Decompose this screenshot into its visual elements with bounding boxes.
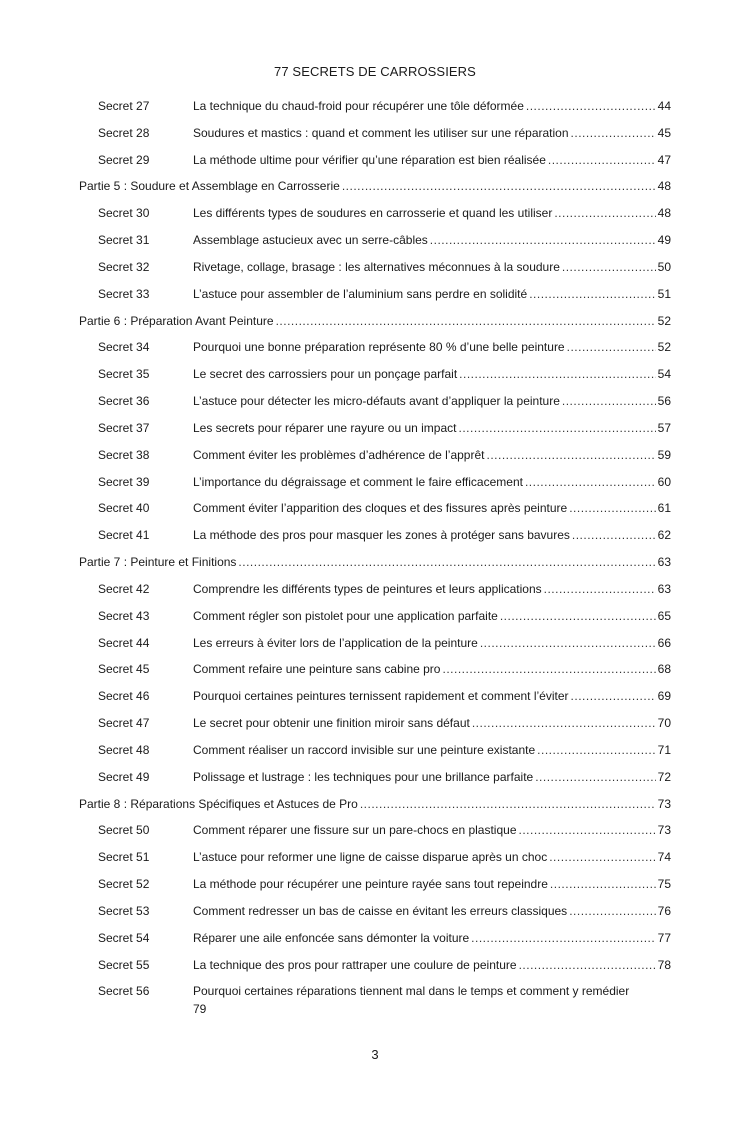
dot-leader <box>529 285 655 303</box>
toc-entry-title: Comment éviter les problèmes d’adhérence de l’apprêt <box>193 447 485 462</box>
toc-entry-label: Secret 55 <box>98 957 150 972</box>
toc-page-number: 61 <box>657 501 671 516</box>
toc-entry-label: Secret 53 <box>98 903 150 918</box>
toc-entry-row[interactable] <box>79 392 671 419</box>
dot-leader <box>238 553 655 571</box>
dot-leader <box>535 768 655 786</box>
toc-entry-row[interactable] <box>79 875 671 902</box>
toc-page-number: 51 <box>657 286 671 301</box>
dot-leader <box>571 687 656 705</box>
dot-leader <box>458 419 655 437</box>
toc-entry-title: Pourquoi une bonne préparation représente 80 % d’une belle peinture <box>193 340 565 355</box>
toc-entry-label: Secret 33 <box>98 286 150 301</box>
toc-entry-title: L’importance du dégraissage et comment le faire efficacement <box>193 474 523 489</box>
toc-entry-label: Secret 56 <box>98 984 150 999</box>
dot-leader <box>525 473 656 491</box>
dot-leader <box>569 499 655 517</box>
toc-entry-title: Le secret pour obtenir une finition miroir sans défaut <box>193 716 470 731</box>
dot-leader <box>519 821 656 839</box>
toc-entry-label: Secret 54 <box>98 930 150 945</box>
toc-entry-label: Secret 31 <box>98 233 150 248</box>
toc-entry-row[interactable] <box>79 419 671 446</box>
toc-entry-row[interactable] <box>79 768 671 795</box>
toc-page-number: 78 <box>657 957 671 972</box>
toc-page-number: 70 <box>657 716 671 731</box>
toc-page-number: 75 <box>657 877 671 892</box>
toc-page-number: 45 <box>657 125 671 140</box>
toc-page-number: 74 <box>657 850 671 865</box>
toc-entry-title: Pourquoi certaines peintures ternissent rapidement et comment l’éviter <box>193 689 569 704</box>
dot-leader <box>342 177 656 195</box>
toc-entry-row[interactable] <box>79 982 671 1022</box>
dot-leader <box>549 848 655 866</box>
dot-leader <box>554 204 655 222</box>
toc-entry-label: Secret 50 <box>98 823 150 838</box>
dot-leader <box>430 231 656 249</box>
toc-entry-title: Réparer une aile enfoncée sans démonter la voiture <box>193 930 470 945</box>
toc-page-number: 73 <box>657 796 671 811</box>
dot-leader <box>471 929 655 947</box>
toc-entry-row[interactable] <box>79 687 671 714</box>
toc-entry-row[interactable] <box>79 338 671 365</box>
toc-entry-label: Secret 49 <box>98 769 150 784</box>
toc-entry-row[interactable] <box>79 741 671 768</box>
toc-entry-label: Secret 46 <box>98 689 150 704</box>
toc-page-number: 57 <box>657 420 671 435</box>
toc-section-row[interactable] <box>79 795 671 822</box>
toc-entry-label: Secret 32 <box>98 259 150 274</box>
dot-leader <box>548 151 656 169</box>
toc-page-number: 77 <box>657 930 671 945</box>
dot-leader <box>562 392 656 410</box>
toc-entry-row[interactable] <box>79 204 671 231</box>
toc-entry-title: La méthode des pros pour masquer les zones à protéger sans bavures <box>193 528 570 543</box>
toc-page-number: 68 <box>657 662 671 677</box>
toc-entry-label: Secret 41 <box>98 528 150 543</box>
toc-page-number: 48 <box>657 179 671 194</box>
toc-section-row[interactable] <box>79 312 671 339</box>
toc-entry-row[interactable] <box>79 285 671 312</box>
toc-page-number: 52 <box>657 340 671 355</box>
toc-page-number: 66 <box>657 635 671 650</box>
toc-entry-label: Secret 37 <box>98 420 150 435</box>
toc-page-number: 73 <box>657 823 671 838</box>
dot-leader <box>360 795 656 813</box>
toc-entry-row[interactable] <box>79 258 671 285</box>
toc-page-number: 49 <box>657 233 671 248</box>
toc-entry-label: Secret 39 <box>98 474 150 489</box>
toc-entry-title: La méthode pour récupérer une peinture rayée sans tout repeindre <box>193 877 548 892</box>
toc-entry-label: Secret 45 <box>98 662 150 677</box>
dot-leader <box>480 634 656 652</box>
toc-entry-row[interactable] <box>79 446 671 473</box>
toc-entry-label: Secret 44 <box>98 635 150 650</box>
toc-entry-title: La technique des pros pour rattraper une coulure de peinture <box>193 957 517 972</box>
toc-entry-title: La technique du chaud-froid pour récupérer une tôle déformée <box>193 99 524 113</box>
toc-entry-title: Comment réparer une fissure sur un pare-chocs en plastique <box>193 823 517 838</box>
toc-section-row[interactable] <box>79 177 671 204</box>
dot-leader <box>472 714 656 732</box>
toc-section-row[interactable] <box>79 553 671 580</box>
toc-entry-label: Secret 27 <box>98 99 150 113</box>
toc-entry-label: Secret 36 <box>98 394 150 409</box>
toc-entry-row[interactable] <box>79 714 671 741</box>
dot-leader <box>567 338 656 356</box>
toc-page-number: 44 <box>657 99 671 113</box>
toc-entry-label: Secret 48 <box>98 742 150 757</box>
toc-entry-title: Soudures et mastics : quand et comment les utiliser sur une réparation <box>193 125 569 140</box>
dot-leader <box>487 446 656 464</box>
toc-entry-row[interactable] <box>79 634 671 661</box>
dot-leader <box>572 526 656 544</box>
dot-leader <box>276 312 656 330</box>
toc-entry-label: Secret 47 <box>98 716 150 731</box>
dot-leader <box>459 365 655 383</box>
toc-page-number: 65 <box>657 608 671 623</box>
toc-page-number: 56 <box>657 394 671 409</box>
toc-entry-title: Polissage et lustrage : les techniques pour une brillance parfaite <box>193 769 534 784</box>
toc-page-number: 63 <box>657 581 671 596</box>
toc-entry-row[interactable] <box>79 607 671 634</box>
toc-entry-title: Comment refaire une peinture sans cabine pro <box>193 662 441 677</box>
toc-section-title: Partie 8 : Réparations Spécifiques et Astuces de Pro <box>79 796 358 811</box>
dot-leader <box>571 124 656 142</box>
toc-entry-label: Secret 40 <box>98 501 150 516</box>
toc-entry-title: Comment éviter l’apparition des cloques et des fissures après peinture <box>193 501 568 516</box>
toc-entry-title: Comment redresser un bas de caisse en évitant les erreurs classiques <box>193 903 568 918</box>
toc-page-number: 47 <box>657 152 671 167</box>
toc-entry-row[interactable] <box>79 365 671 392</box>
toc-entry-label: Secret 51 <box>98 850 150 865</box>
dot-leader <box>500 607 656 625</box>
toc-page-number: 79 <box>193 1002 207 1017</box>
toc-entry-title: Comprendre les différents types de peintures et leurs applications <box>193 581 542 596</box>
toc-entry-row[interactable] <box>79 499 671 526</box>
toc-page-number: 62 <box>657 528 671 543</box>
toc-entry-row[interactable] <box>79 231 671 258</box>
toc-section-title: Partie 7 : Peinture et Finitions <box>79 555 237 570</box>
toc-entry-row[interactable] <box>79 97 671 124</box>
toc-page-number: 72 <box>657 769 671 784</box>
toc-entry-label: Secret 34 <box>98 340 150 355</box>
toc-entry-title: L’astuce pour assembler de l’aluminium sans perdre en solidité <box>193 286 528 301</box>
toc-entry-row[interactable] <box>79 526 671 553</box>
dot-leader <box>537 741 655 759</box>
toc-entry-row[interactable] <box>79 660 671 687</box>
toc-entry-row[interactable] <box>79 124 671 151</box>
toc-entry-label: Secret 52 <box>98 877 150 892</box>
toc-entry-label: Secret 42 <box>98 581 150 596</box>
toc-entry-label: Secret 38 <box>98 447 150 462</box>
toc-section-title: Partie 5 : Soudure et Assemblage en Carrosserie <box>79 179 340 194</box>
toc-entry-title: Rivetage, collage, brasage : les alternatives méconnues à la soudure <box>193 259 560 274</box>
toc-page-number: 71 <box>657 742 671 757</box>
toc-entry-title: La méthode ultime pour vérifier qu’une réparation est bien réalisée <box>193 152 546 167</box>
toc-entry-title: L’astuce pour détecter les micro-défauts avant d’appliquer la peinture <box>193 394 560 409</box>
dot-leader <box>569 902 655 920</box>
toc-entry-title: Assemblage astucieux avec un serre-câbles <box>193 233 428 248</box>
toc-page-number: 69 <box>657 689 671 704</box>
toc-entry-row[interactable] <box>79 848 671 875</box>
page-title: 77 SECRETS DE CARROSSIERS <box>274 64 476 79</box>
toc-page-number: 48 <box>657 206 671 221</box>
toc-entry-label: Secret 28 <box>98 125 150 140</box>
dot-leader <box>442 660 655 678</box>
dot-leader <box>544 580 656 598</box>
table-of-contents <box>79 97 671 1022</box>
toc-entry-title: Les différents types de soudures en carrosserie et quand les utiliser <box>193 206 553 221</box>
toc-entry-title: Comment réaliser un raccord invisible sur une peinture existante <box>193 742 536 757</box>
toc-page-number: 59 <box>657 447 671 462</box>
toc-entry-title: Comment régler son pistolet pour une application parfaite <box>193 608 498 623</box>
toc-entry-title: Le secret des carrossiers pour un ponçage parfait <box>193 367 458 382</box>
toc-page-number: 60 <box>657 474 671 489</box>
dot-leader <box>562 258 656 276</box>
dot-leader <box>526 97 656 115</box>
toc-entry-row[interactable] <box>79 821 671 848</box>
dot-leader <box>519 956 656 974</box>
toc-page-number: 52 <box>657 313 671 328</box>
toc-entry-label: Secret 29 <box>98 152 150 167</box>
toc-entry-row[interactable] <box>79 956 671 983</box>
toc-entry-label: Secret 43 <box>98 608 150 623</box>
toc-section-title: Partie 6 : Préparation Avant Peinture <box>79 313 274 328</box>
toc-entry-row[interactable] <box>79 929 671 956</box>
toc-entry-row[interactable] <box>79 902 671 929</box>
toc-page-number: 63 <box>657 555 671 570</box>
toc-entry-row[interactable] <box>79 580 671 607</box>
dot-leader <box>550 875 656 893</box>
toc-entry-title: L’astuce pour reformer une ligne de caisse disparue après un choc <box>193 850 548 865</box>
toc-entry-row[interactable] <box>79 473 671 500</box>
toc-page-number: 50 <box>657 259 671 274</box>
toc-entry-title: Les secrets pour réparer une rayure ou un impact <box>193 420 457 435</box>
toc-page-number: 76 <box>657 903 671 918</box>
toc-page-number: 54 <box>657 367 671 382</box>
toc-entry-title: Les erreurs à éviter lors de l’application de la peinture <box>193 635 478 650</box>
toc-entry-label: Secret 30 <box>98 206 150 221</box>
toc-entry-row[interactable] <box>79 151 671 178</box>
page-number: 3 <box>371 1047 379 1062</box>
toc-entry-title: Pourquoi certaines réparations tiennent mal dans le temps et comment y remédier <box>193 984 630 999</box>
toc-entry-label: Secret 35 <box>98 367 150 382</box>
